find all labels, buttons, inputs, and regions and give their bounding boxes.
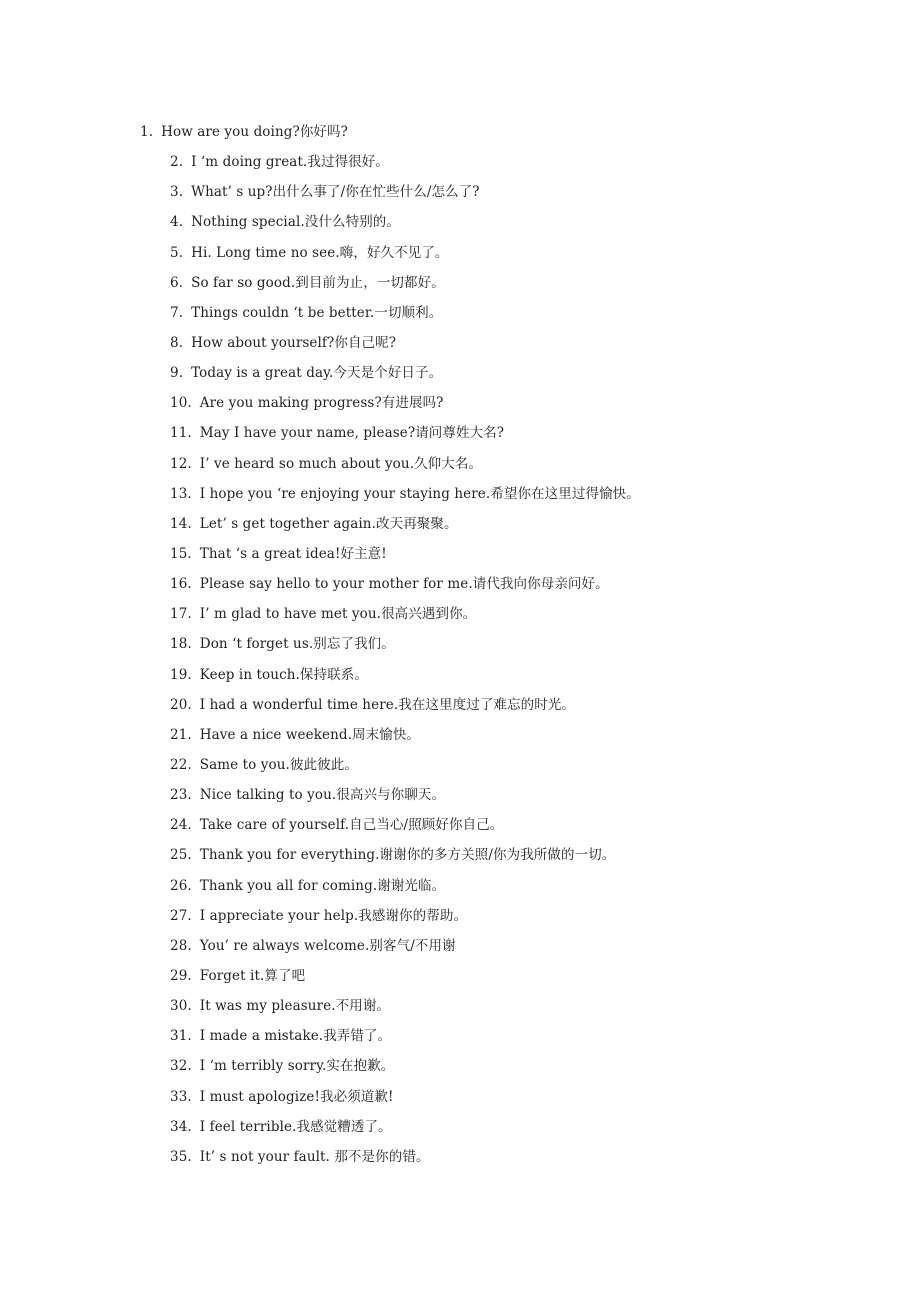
item-text: Thank you for everything.谢谢你的多方关照/你为我所做的一切。 (199, 847, 616, 864)
list-item (0, 720, 920, 750)
list-item (0, 660, 920, 690)
list-item (0, 750, 920, 780)
list-item (0, 509, 920, 539)
item-text: Hi. Long time no see.嗨，好久不见了。 (191, 244, 449, 261)
list-item (0, 991, 920, 1021)
list-item (0, 328, 920, 358)
item-number: 35. (170, 1148, 192, 1165)
list-item (0, 780, 920, 810)
item-number: 7. (170, 304, 184, 321)
list-item (0, 629, 920, 659)
item-text: Are you making progress?有进展吗? (199, 395, 444, 412)
item-number: 8. (170, 334, 184, 351)
item-number: 20. (170, 696, 192, 713)
item-text: I feel terrible.我感觉糟透了。 (199, 1118, 392, 1135)
list-item (0, 358, 920, 388)
item-number: 3. (170, 184, 184, 201)
list-item (0, 298, 920, 328)
list-item (0, 207, 920, 237)
item-text: Today is a great day.今天是个好日子。 (191, 365, 443, 382)
item-text: Keep in touch.保持联系。 (199, 666, 368, 683)
list-item (0, 177, 920, 207)
item-number: 25. (170, 847, 192, 864)
list-item (0, 1021, 920, 1051)
item-number: 18. (170, 636, 192, 653)
item-text: I appreciate your help.我感谢你的帮助。 (199, 907, 468, 924)
item-text: I’ ve heard so much about you.久仰大名。 (199, 455, 483, 472)
item-text: You’ re always welcome.别客气/不用谢 (199, 937, 456, 954)
item-text: What’ s up?出什么事了/你在忙些什么/怎么了? (191, 184, 480, 201)
item-text: Nice talking to you.很高兴与你聊天。 (199, 787, 446, 804)
item-number: 30. (170, 998, 192, 1015)
list-item (0, 479, 920, 509)
item-number: 12. (170, 455, 192, 472)
item-text: Forget it.算了吧 (199, 967, 306, 984)
item-text: May I have your name, please?请问尊姓大名? (199, 425, 505, 442)
list-item (0, 961, 920, 991)
item-text: Thank you all for coming.谢谢光临。 (199, 877, 446, 894)
list-item (0, 238, 920, 268)
item-number: 14. (170, 515, 192, 532)
item-text: I must apologize!我必须道歉! (199, 1088, 394, 1105)
item-text: Things couldn ‘t be better.一切顺利。 (191, 304, 443, 321)
item-text: It’ s not your fault. 那不是你的错。 (199, 1148, 430, 1165)
list-item (0, 1051, 920, 1081)
list-item (0, 1082, 920, 1112)
list-item (0, 840, 920, 870)
item-number: 32. (170, 1058, 192, 1075)
item-number: 33. (170, 1088, 192, 1105)
item-number: 13. (170, 485, 192, 502)
item-text: Let’ s get together again.改天再聚聚。 (199, 515, 458, 532)
list-item (0, 599, 920, 629)
item-number: 17. (170, 606, 192, 623)
item-number: 26. (170, 877, 192, 894)
item-number: 28. (170, 937, 192, 954)
item-number: 4. (170, 214, 184, 231)
item-number: 1. (140, 124, 154, 140)
item-text: I’ m glad to have met you.很高兴遇到你。 (199, 606, 477, 623)
list-item (0, 1112, 920, 1142)
item-text: It was my pleasure.不用谢。 (199, 998, 391, 1015)
item-number: 16. (170, 576, 192, 593)
item-number: 24. (170, 817, 192, 834)
item-text: Take care of yourself.自己当心/照顾好你自己。 (199, 817, 504, 834)
item-number: 19. (170, 666, 192, 683)
item-text: I had a wonderful time here.我在这里度过了难忘的时光。 (199, 696, 576, 713)
item-text: Same to you.彼此彼此。 (199, 756, 358, 773)
item-text: So far so good.到目前为止，一切都好。 (191, 274, 445, 291)
item-text: I ‘m terribly sorry.实在抱歉。 (199, 1058, 395, 1075)
list-item (0, 901, 920, 931)
item-number: 5. (170, 244, 184, 261)
item-number: 22. (170, 756, 192, 773)
list-item (0, 871, 920, 901)
item-number: 27. (170, 907, 192, 924)
item-number: 11. (170, 425, 192, 442)
list-item (0, 539, 920, 569)
item-number: 23. (170, 787, 192, 804)
list-item (0, 268, 920, 298)
list-item (0, 418, 920, 448)
item-text: Please say hello to your mother for me.请代我向你母亲问好。 (199, 576, 609, 593)
item-text: How about yourself?你自己呢? (191, 334, 397, 351)
list-item (0, 569, 920, 599)
item-text: I made a mistake.我弄错了。 (199, 1028, 392, 1045)
item-text: Have a nice weekend.周末愉快。 (199, 726, 421, 743)
list-item (0, 117, 920, 147)
list-item (0, 690, 920, 720)
item-number: 9. (170, 365, 184, 382)
item-number: 6. (170, 274, 184, 291)
item-text: Don ‘t forget us.别忘了我们。 (199, 636, 395, 653)
item-text: I ‘m doing great.我过得很好。 (191, 154, 389, 171)
item-text: That ‘s a great idea!好主意! (199, 545, 387, 562)
item-text: I hope you ‘re enjoying your staying here.希望你在这里过得愉快。 (199, 485, 640, 502)
item-number: 29. (170, 967, 192, 984)
item-number: 2. (170, 154, 184, 171)
item-text: How are you doing?你好吗? (161, 124, 348, 140)
list-item (0, 810, 920, 840)
item-text: Nothing special.没什么特别的。 (191, 214, 400, 231)
list-item (0, 1142, 920, 1172)
list-item (0, 931, 920, 961)
item-number: 21. (170, 726, 192, 743)
list-item (0, 147, 920, 177)
item-number: 15. (170, 545, 192, 562)
item-number: 10. (170, 395, 192, 412)
list-item (0, 449, 920, 479)
list-item (0, 388, 920, 418)
item-number: 34. (170, 1118, 192, 1135)
item-number: 31. (170, 1028, 192, 1045)
phrase-list (0, 117, 920, 1172)
